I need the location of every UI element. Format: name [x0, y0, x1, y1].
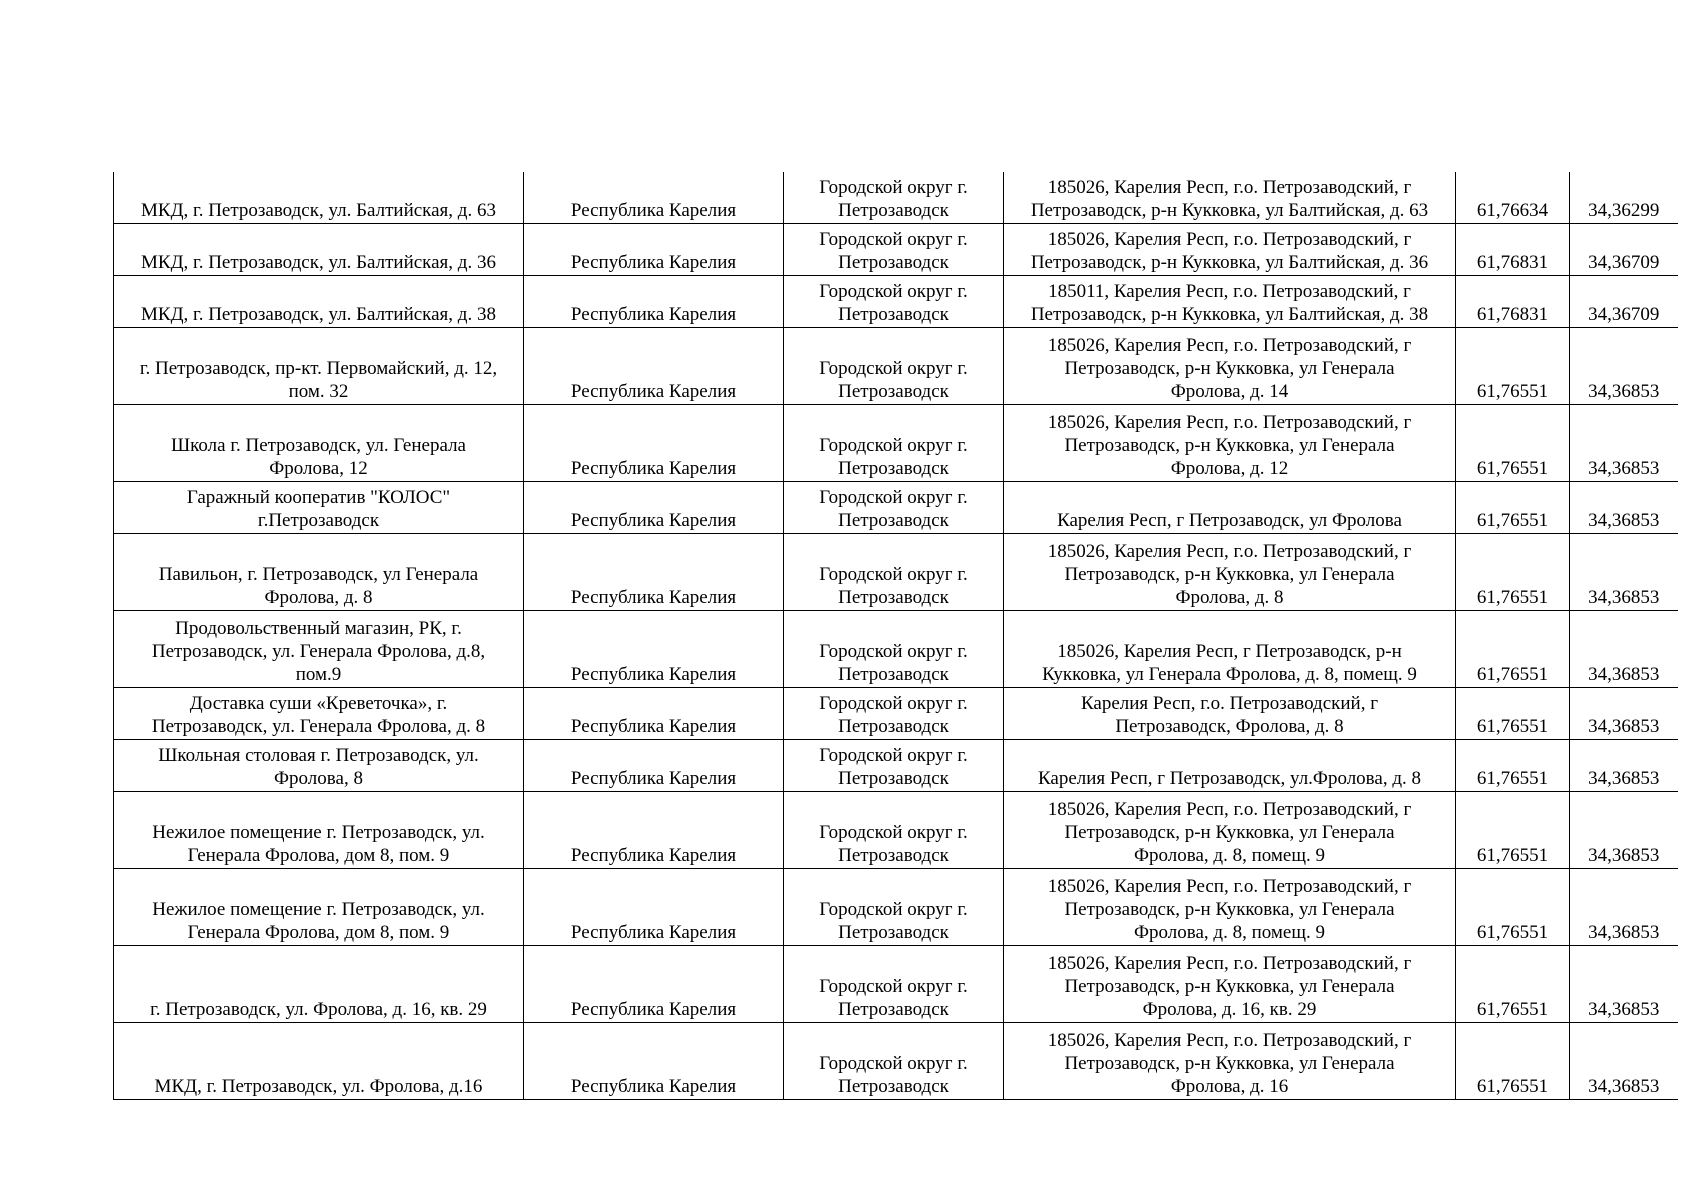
table-row [114, 1023, 1678, 1100]
latitude-cell: 61,76551 [1456, 688, 1570, 740]
address-cell: 185011, Карелия Респ, г.о. Петрозаводский, г Петрозаводск, р-н Кукковка, ул Балтийская, д. 38 [1004, 276, 1456, 328]
latitude-cell: 61,76551 [1456, 611, 1570, 688]
municipality-cell: Городской округ г. Петрозаводск [784, 740, 1004, 792]
municipality-cell: Городской округ г. Петрозаводск [784, 611, 1004, 688]
address-cell: 185026, Карелия Респ, г.о. Петрозаводский, г Петрозаводск, р-н Кукковка, ул Генерала Фролова, д. 16, кв. 29 [1004, 946, 1456, 1023]
address-cell: Карелия Респ, г Петрозаводск, ул Фролова [1004, 482, 1456, 534]
municipality-cell: Городской округ г. Петрозаводск [784, 276, 1004, 328]
object-name-cell: Школа г. Петрозаводск, ул. Генерала Фролова, 12 [114, 405, 524, 482]
region-cell: Республика Карелия [524, 1023, 784, 1100]
longitude-cell: 34,36853 [1570, 688, 1678, 740]
longitude-cell: 34,36853 [1570, 611, 1678, 688]
region-cell: Республика Карелия [524, 946, 784, 1023]
longitude-cell: 34,36853 [1570, 740, 1678, 792]
region-cell: Республика Карелия [524, 328, 784, 405]
object-name-cell: МКД, г. Петрозаводск, ул. Балтийская, д. 63 [114, 172, 524, 224]
municipality-cell: Городской округ г. Петрозаводск [784, 405, 1004, 482]
address-cell: 185026, Карелия Респ, г Петрозаводск, р-н Кукковка, ул Генерала Фролова, д. 8, помещ. 9 [1004, 611, 1456, 688]
municipality-cell: Городской округ г. Петрозаводск [784, 172, 1004, 224]
region-cell: Республика Карелия [524, 869, 784, 946]
object-name-cell: г. Петрозаводск, пр-кт. Первомайский, д. 12, пом. 32 [114, 328, 524, 405]
longitude-cell: 34,36853 [1570, 869, 1678, 946]
latitude-cell: 61,76551 [1456, 534, 1570, 611]
longitude-cell: 34,36853 [1570, 405, 1678, 482]
table-body [114, 172, 1678, 1100]
object-name-cell: МКД, г. Петрозаводск, ул. Фролова, д.16 [114, 1023, 524, 1100]
address-cell: 185026, Карелия Респ, г.о. Петрозаводский, г Петрозаводск, р-н Кукковка, ул Генерала Фролова, д. 12 [1004, 405, 1456, 482]
object-name-cell: Нежилое помещение г. Петрозаводск, ул. Генерала Фролова, дом 8, пом. 9 [114, 792, 524, 869]
region-cell: Республика Карелия [524, 482, 784, 534]
longitude-cell: 34,36853 [1570, 946, 1678, 1023]
region-cell: Республика Карелия [524, 611, 784, 688]
latitude-cell: 61,76551 [1456, 482, 1570, 534]
address-cell: 185026, Карелия Респ, г.о. Петрозаводский, г Петрозаводск, р-н Кукковка, ул Генерала Фролова, д. 8, помещ. 9 [1004, 869, 1456, 946]
region-cell: Республика Карелия [524, 224, 784, 276]
region-cell: Республика Карелия [524, 740, 784, 792]
object-name-cell: Павильон, г. Петрозаводск, ул Генерала Фролова, д. 8 [114, 534, 524, 611]
longitude-cell: 34,36853 [1570, 1023, 1678, 1100]
latitude-cell: 61,76831 [1456, 224, 1570, 276]
municipality-cell: Городской округ г. Петрозаводск [784, 482, 1004, 534]
address-cell: Карелия Респ, г Петрозаводск, ул.Фролова, д. 8 [1004, 740, 1456, 792]
latitude-cell: 61,76551 [1456, 946, 1570, 1023]
address-cell: 185026, Карелия Респ, г.о. Петрозаводский, г Петрозаводск, р-н Кукковка, ул Генерала Фролова, д. 14 [1004, 328, 1456, 405]
table-row [114, 328, 1678, 405]
latitude-cell: 61,76551 [1456, 328, 1570, 405]
latitude-cell: 61,76551 [1456, 792, 1570, 869]
region-cell: Республика Карелия [524, 405, 784, 482]
latitude-cell: 61,76551 [1456, 1023, 1570, 1100]
region-cell: Республика Карелия [524, 534, 784, 611]
longitude-cell: 34,36709 [1570, 276, 1678, 328]
municipality-cell: Городской округ г. Петрозаводск [784, 869, 1004, 946]
address-cell: 185026, Карелия Респ, г.о. Петрозаводский, г Петрозаводск, р-н Кукковка, ул Балтийская, д. 63 [1004, 172, 1456, 224]
object-name-cell: г. Петрозаводск, ул. Фролова, д. 16, кв. 29 [114, 946, 524, 1023]
table-row [114, 224, 1678, 276]
table-row [114, 172, 1678, 224]
region-cell: Республика Карелия [524, 276, 784, 328]
longitude-cell: 34,36299 [1570, 172, 1678, 224]
table-row [114, 405, 1678, 482]
object-name-cell: Доставка суши «Креветочка», г. Петрозаводск, ул. Генерала Фролова, д. 8 [114, 688, 524, 740]
address-cell: Карелия Респ, г.о. Петрозаводский, г Петрозаводск, Фролова, д. 8 [1004, 688, 1456, 740]
objects-table [113, 172, 1678, 1100]
table-row [114, 276, 1678, 328]
region-cell: Республика Карелия [524, 792, 784, 869]
municipality-cell: Городской округ г. Петрозаводск [784, 328, 1004, 405]
address-cell: 185026, Карелия Респ, г.о. Петрозаводский, г Петрозаводск, р-н Кукковка, ул Генерала Фролова, д. 16 [1004, 1023, 1456, 1100]
object-name-cell: МКД, г. Петрозаводск, ул. Балтийская, д. 38 [114, 276, 524, 328]
table-row [114, 792, 1678, 869]
table-row [114, 946, 1678, 1023]
object-name-cell: Продовольственный магазин, РК, г. Петрозаводск, ул. Генерала Фролова, д.8, пом.9 [114, 611, 524, 688]
address-cell: 185026, Карелия Респ, г.о. Петрозаводский, г Петрозаводск, р-н Кукковка, ул Генерала Фролова, д. 8, помещ. 9 [1004, 792, 1456, 869]
table-row [114, 688, 1678, 740]
latitude-cell: 61,76551 [1456, 740, 1570, 792]
latitude-cell: 61,76551 [1456, 405, 1570, 482]
latitude-cell: 61,76634 [1456, 172, 1570, 224]
table-row [114, 482, 1678, 534]
object-name-cell: Гаражный кооператив "КОЛОС" г.Петрозаводск [114, 482, 524, 534]
table-row [114, 611, 1678, 688]
region-cell: Республика Карелия [524, 688, 784, 740]
region-cell: Республика Карелия [524, 172, 784, 224]
municipality-cell: Городской округ г. Петрозаводск [784, 688, 1004, 740]
latitude-cell: 61,76831 [1456, 276, 1570, 328]
municipality-cell: Городской округ г. Петрозаводск [784, 792, 1004, 869]
municipality-cell: Городской округ г. Петрозаводск [784, 946, 1004, 1023]
longitude-cell: 34,36709 [1570, 224, 1678, 276]
table-row [114, 534, 1678, 611]
object-name-cell: Школьная столовая г. Петрозаводск, ул. Фролова, 8 [114, 740, 524, 792]
longitude-cell: 34,36853 [1570, 328, 1678, 405]
object-name-cell: Нежилое помещение г. Петрозаводск, ул. Генерала Фролова, дом 8, пом. 9 [114, 869, 524, 946]
address-cell: 185026, Карелия Респ, г.о. Петрозаводский, г Петрозаводск, р-н Кукковка, ул Генерала Фролова, д. 8 [1004, 534, 1456, 611]
municipality-cell: Городской округ г. Петрозаводск [784, 1023, 1004, 1100]
table-row [114, 740, 1678, 792]
longitude-cell: 34,36853 [1570, 534, 1678, 611]
municipality-cell: Городской округ г. Петрозаводск [784, 534, 1004, 611]
address-cell: 185026, Карелия Респ, г.о. Петрозаводский, г Петрозаводск, р-н Кукковка, ул Балтийская, д. 36 [1004, 224, 1456, 276]
latitude-cell: 61,76551 [1456, 869, 1570, 946]
object-name-cell: МКД, г. Петрозаводск, ул. Балтийская, д. 36 [114, 224, 524, 276]
longitude-cell: 34,36853 [1570, 482, 1678, 534]
table-row [114, 869, 1678, 946]
longitude-cell: 34,36853 [1570, 792, 1678, 869]
municipality-cell: Городской округ г. Петрозаводск [784, 224, 1004, 276]
